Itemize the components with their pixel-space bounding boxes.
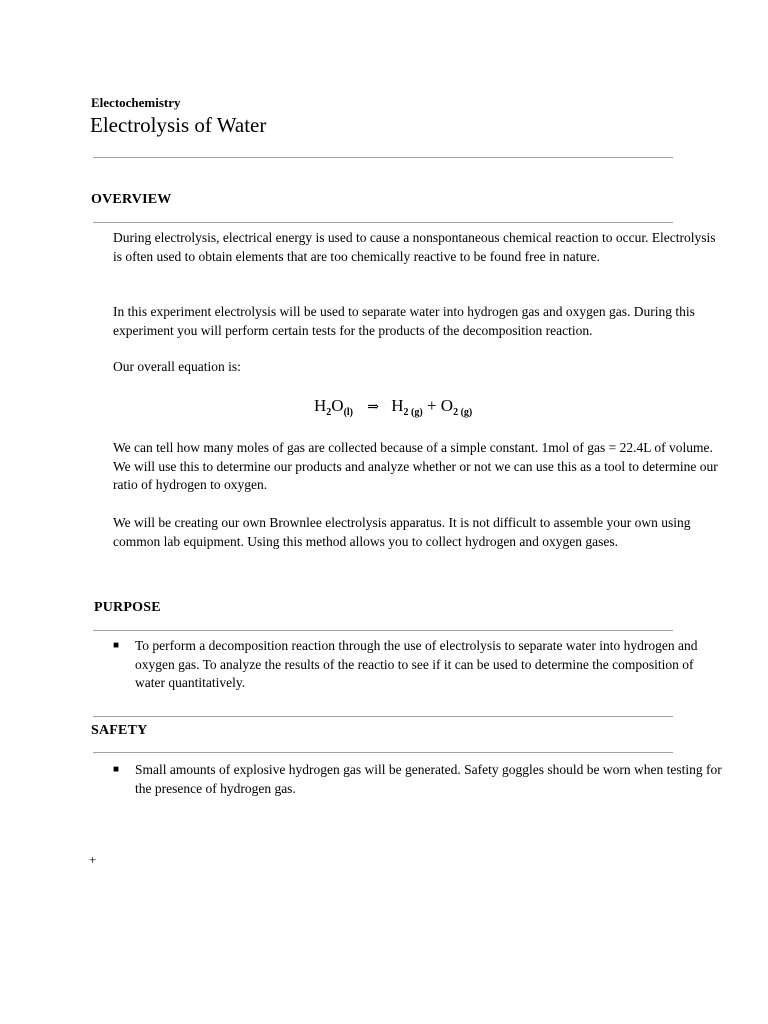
eq-reactant-h: H	[314, 396, 327, 415]
overview-paragraph-3: Our overall equation is:	[113, 359, 241, 374]
eq-reactant-sub: 2	[326, 407, 332, 418]
overview-heading: OVERVIEW	[91, 192, 172, 207]
purpose-item-text: To perform a decomposition reaction through the use of electrolysis to separate water into hydrogen and oxygen gas. To analyze the results of the reactio to see if it can be used to determine the composition of water quantitatively.	[135, 638, 698, 690]
safety-divider	[93, 752, 673, 753]
overview-paragraph-4: We can tell how many moles of gas are collected because of a simple constant. 1mol of gas = 22.4L of volume. We will use this to determine our products and analyze whether or not we can use this as a tool to determine our ratio of hydrogen to oxygen.	[113, 440, 718, 492]
title-divider	[93, 157, 673, 158]
eq-arrow: ⇒	[367, 400, 379, 415]
eq-product2-sub: 2 (g)	[453, 407, 473, 418]
footer-plus-mark: +	[89, 852, 97, 867]
overview-paragraph-1: During electrolysis, electrical energy is used to cause a nonspontaneous chemical reaction to occur. Electrolysis is often used to obtain elements that are too chemically reactive to be found free in nature.	[113, 230, 716, 264]
purpose-heading: PURPOSE	[94, 600, 161, 615]
eq-reactant-o: O	[331, 396, 344, 415]
overview-paragraph-2: In this experiment electrolysis will be used to separate water into hydrogen gas and oxygen gas. During this experiment you will perform certain tests for the products of the decomposition reaction.	[113, 304, 695, 338]
page-title: Electrolysis of Water	[90, 113, 267, 137]
eq-product2: O	[440, 396, 454, 415]
safety-heading: SAFETY	[91, 723, 148, 738]
overview-paragraph-5: We will be creating our own Brownlee electrolysis apparatus. It is not difficult to assemble your own using common lab equipment. Using this method allows you to collect hydrogen and oxygen gases.	[113, 515, 691, 549]
bullet-icon: ■	[113, 640, 120, 651]
eq-product1-sub: 2 (g)	[403, 407, 423, 418]
purpose-divider	[93, 630, 673, 631]
bullet-icon: ■	[113, 764, 120, 775]
chemical-equation	[314, 396, 472, 416]
safety-top-divider	[93, 716, 673, 717]
eq-product1: H	[391, 396, 404, 415]
section-kicker: Electochemistry	[91, 95, 181, 110]
eq-plus: +	[426, 396, 437, 415]
safety-item-text: Small amounts of explosive hydrogen gas will be generated. Safety goggles should be worn when testing for the presence of hydrogen gas.	[135, 762, 722, 796]
overview-divider	[93, 222, 673, 223]
safety-list-item	[113, 761, 725, 798]
eq-reactant-state: (l)	[343, 407, 354, 418]
purpose-list-item	[113, 637, 725, 693]
